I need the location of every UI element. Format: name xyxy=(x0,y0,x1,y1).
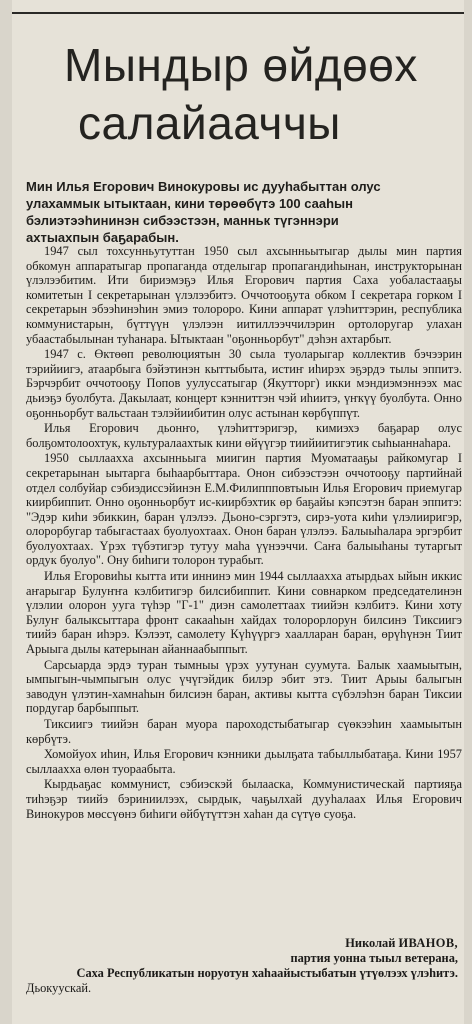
author-place: Дьокуускай. xyxy=(26,981,92,995)
author-last-name: ИВАНОВ, xyxy=(398,936,458,950)
lead-line: ахтыахпын баҕарабын. xyxy=(26,230,179,245)
body-paragraph: 1950 сыллаахха ахсынньыга миигин партия Муоматааҕы райкомугар I секретарынан ыытарга быһаарбыттара. Онон сибээстээн оччотооҕу партийнай отдел солбуйар сэбиэдиссэйинэн Е.М.Филиппповтыын Илья Егорович приемугар киирбиппит. Онно оҕонньорбут ис-киирбэхтик өр баҕайы кэпсэтэн баран эппитэ: "Эдэр киһи эбиккин, баран үлэлээ. Дьоно-сэргэтэ, сирэ-уота киһи үлэлииригэр, олорорбугар табыгастаах буолуохтаах. Онон баран үлэлээ. Балыыһалара эргэрбит буолуохтаах. Үрэх түбэтигэр тутуу маһа үүнээччи. Саҥа балыыһаны тутаргыт ордук буолуо". Ону биһиги толорон турабыт. xyxy=(26,451,462,568)
newspaper-page xyxy=(12,0,464,1024)
body-paragraph: Сарсыарда эрдэ туран тымныы үрэх уутунан суумута. Балык хаамыытын, ымпыгын-чымпыгын олус үчүгэйдик билэр эбит этэ. Тиит Арыы балыгын заводун үлэтин-хамнаһын билсиэн баран, активы кытта сүбэлэһэн баран Тиксии пордугар барбыппыт. xyxy=(26,657,462,716)
headline-line-2: салайааччы xyxy=(78,97,341,149)
author-title: Саха Республикатын норуотун хаһаайыстыбатын үтүөлээх үлэһитэ. xyxy=(76,966,458,980)
author-role: партия уонна тыыл ветерана, xyxy=(290,951,458,965)
article-headline xyxy=(38,36,458,152)
body-paragraph: Тиксиигэ тиийэн баран муора пароходстыбатыгар сүөкээһин хаамыытын көрбүтэ. xyxy=(26,717,462,746)
lead-line: улахаммык ытыктаан, кини төрөөбүтэ 100 сааһын xyxy=(26,196,353,211)
body-paragraph: 1947 сыл тохсунньутуттан 1950 сыл ахсынньытыгар дылы мин партия обкомун аппаратыгар пропаганда отделыгар пропагандиһынан, инструкторынан үлэлээбитим. Ити бириэмэҕэ Илья Егорович партия Саха уобаластааҕы комитетын I секретарынан үлэлээбитэ. Оччотооҕута обком I секретара горком I секретарын эбээһинэһин эмиэ толороро. Кини аппарат үлэһиттэрин, республика коммунистарын, бүттүүн үлэлээн иитиллээччилэрин ортолоругар улахан убаастабылынан туһанара. Ытыктаан "оҕонньорбут" дэһэн ахтарбыт. xyxy=(26,244,462,346)
headline-line-1: Мындыр өйдөөх xyxy=(64,39,418,91)
body-paragraph: 1947 с. Өктөөп революциятын 30 сыла туоларыгар коллектив бэчээрин тэрийиигэ, атаарбыга бэйэтинэн кыттыбыта, истиҥ иһирэх эҕэрдэ тылы эппитэ. Бэрчэрбит оччотооҕу Попов уулуссатыгар (Якутторг) икки мэндиэмэннээх мас дьиэҕэ буолбута. Дакылаат, концерт кэнниттэн чэй иһиитэ, үҥкүү буолбута. Онно оҕонньорбут вальстаан тэлэйиибитин олус астынан көрбүппүт. xyxy=(26,347,462,420)
author-name xyxy=(26,936,458,951)
body-paragraph: Хомойуох иһин, Илья Егорович кэнники дьылҕата табыллыбатаҕа. Кини 1957 сыллаахха өлөн туораабыта. xyxy=(26,747,462,776)
lead-line: Мин Илья Егорович Винокуровы ис дууһабыттан олус xyxy=(26,179,381,194)
body-paragraph: Илья Егорович дьонҥо, үлэһиттэригэр, кимиэхэ баҕарар олус болҕомтолоохтук, культуралаахтык кини өйүүгэр тиийиитигэтик сыһыаннаһара. xyxy=(26,421,462,450)
top-rule xyxy=(12,12,464,14)
author-signature xyxy=(26,936,458,996)
author-first-name: Николай xyxy=(345,936,396,950)
article-lead xyxy=(26,178,456,246)
article-body xyxy=(26,244,462,822)
lead-line: бэлиэтээһининэн сибээстээн, манньк түгэннэри xyxy=(26,213,339,228)
body-paragraph: Илья Егоровиһы кытта ити иннинэ мин 1944 сыллаахха атырдьах ыйын иккис аҥарыгар Булуҥҥа кэлбитигэр билсибиппит. Кини совнарком председателинэн үлэлии олорон ууга түһэр "Г-1" диэн самолеттаах тиийэн кэлбитэ. Кини хоту Булуҥ балыксыттара фронт сакааһын хайдах толорорлорун билсинэ Тиксиигэ тиийэ баран иһэрэ. Кэлээт, самолету Күһүүргэ хаалларан баран, өрүһүнэн Тиит Арыыга дылы катерынан айаннаабыппыт. xyxy=(26,569,462,657)
body-paragraph: Кырдьаҕас коммунист, сэбиэскэй былааска, Коммунистическай партияҕа тиһэҕэр тиийэ бэриниилээх, сырдык, чаҕылхай дууһалаах Илья Егорович Винокуров мөссүөнэ биһиги өйбүтүттэн хаһан да сүтүө суоҕа. xyxy=(26,777,462,821)
